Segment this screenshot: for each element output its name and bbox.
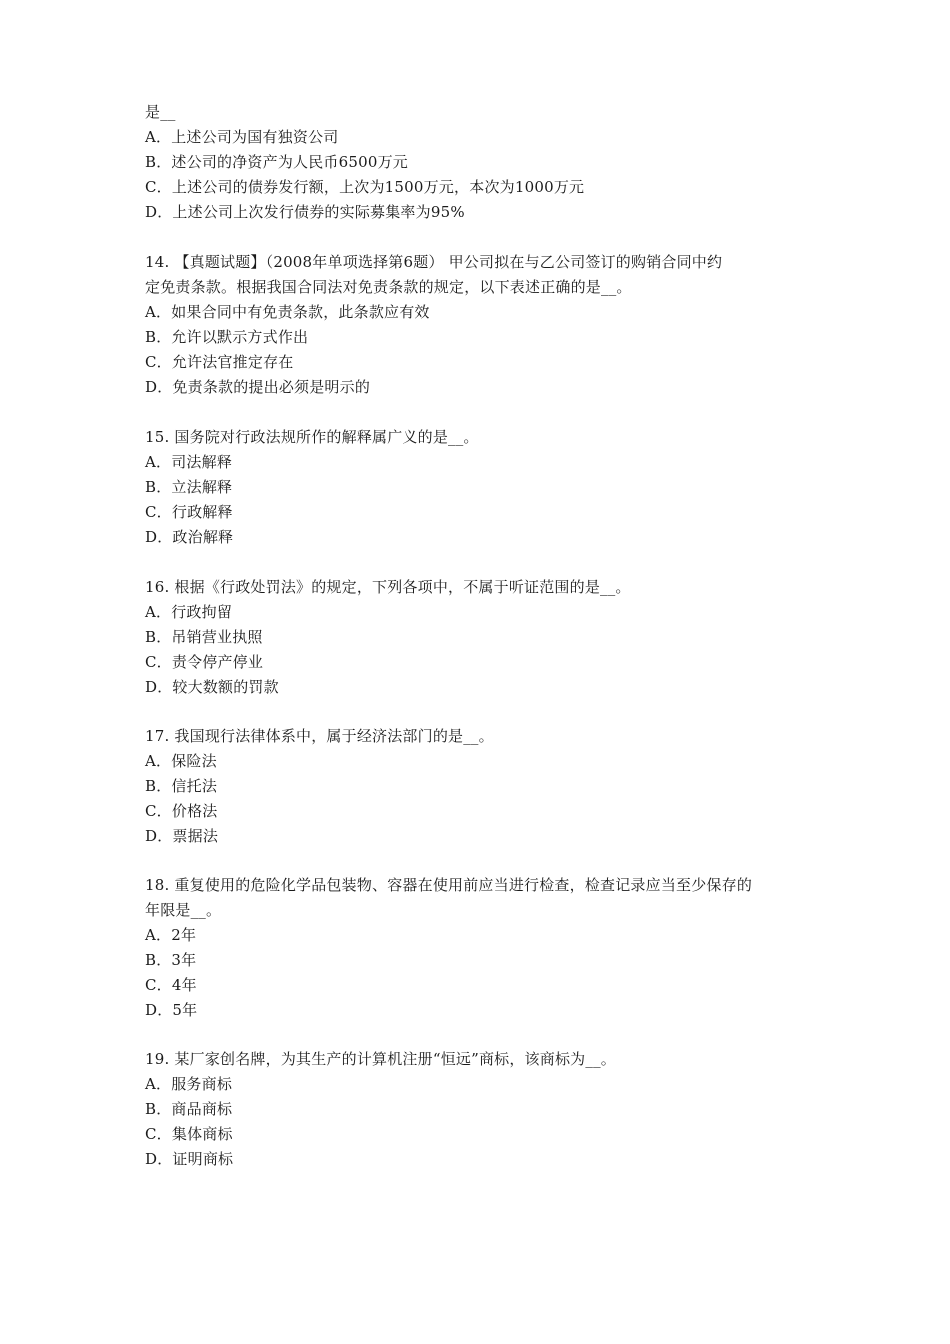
question-14-option-d: D．免责条款的提出必须是明示的	[145, 378, 371, 396]
question-13-option-c: C．上述公司的债券发行额，上次为1500万元，本次为1000万元	[145, 178, 585, 196]
question-17-option-c: C．价格法	[145, 802, 218, 820]
question-15-option-d: D．政治解释	[145, 528, 234, 546]
question-14-stem-line-2: 定免责条款。根据我国合同法对免责条款的规定，以下表述正确的是__。	[145, 278, 632, 296]
question-17-stem: 17. 我国现行法律体系中，属于经济法部门的是__。	[145, 727, 494, 745]
question-14-option-c: C．允许法官推定存在	[145, 353, 294, 371]
question-13-option-b: B．述公司的净资产为人民币6500万元	[145, 153, 408, 171]
question-19-option-b: B．商品商标	[145, 1100, 233, 1118]
question-18-stem-line-1: 18. 重复使用的危险化学品包装物、容器在使用前应当进行检查，检查记录应当至少保存的	[145, 876, 753, 894]
question-19-option-c: C．集体商标	[145, 1125, 233, 1143]
question-13-option-d: D．上述公司上次发行债券的实际募集率为95%	[145, 203, 465, 221]
question-15-option-a: A．司法解释	[145, 453, 233, 471]
question-19-option-a: A．服务商标	[145, 1075, 233, 1093]
question-14-option-b: B．允许以默示方式作出	[145, 328, 309, 346]
question-18-option-b: B．3年	[145, 951, 197, 969]
question-18-option-d: D．5年	[145, 1001, 198, 1019]
question-17-option-a: A．保险法	[145, 752, 217, 770]
question-14-stem-line-1: 14. 【真题试题】（2008年单项选择第6题） 甲公司拟在与乙公司签订的购销合同中约	[145, 253, 723, 271]
question-18-option-c: C．4年	[145, 976, 197, 994]
question-15-option-c: C．行政解释	[145, 503, 233, 521]
question-16-option-d: D．较大数额的罚款	[145, 678, 279, 696]
question-16-option-a: A．行政拘留	[145, 603, 233, 621]
question-19-stem: 19. 某厂家创名牌，为其生产的计算机注册“恒远”商标，该商标为__。	[145, 1050, 616, 1068]
question-18-option-a: A．2年	[145, 926, 197, 944]
question-15-stem: 15. 国务院对行政法规所作的解释属广义的是__。	[145, 428, 479, 446]
question-18-stem-line-2: 年限是__。	[145, 901, 222, 919]
question-17-option-b: B．信托法	[145, 777, 218, 795]
question-13-option-a: A．上述公司为国有独资公司	[145, 128, 339, 146]
question-15-option-b: B．立法解释	[145, 478, 233, 496]
question-16-stem: 16. 根据《行政处罚法》的规定，下列各项中，不属于听证范围的是__。	[145, 578, 631, 596]
question-13-stem-tail: 是__	[145, 103, 176, 121]
question-19-option-d: D．证明商标	[145, 1150, 234, 1168]
question-16-option-c: C．责令停产停业	[145, 653, 264, 671]
question-14-option-a: A．如果合同中有免责条款，此条款应有效	[145, 303, 430, 321]
question-16-option-b: B．吊销营业执照	[145, 628, 263, 646]
question-17-option-d: D．票据法	[145, 827, 219, 845]
